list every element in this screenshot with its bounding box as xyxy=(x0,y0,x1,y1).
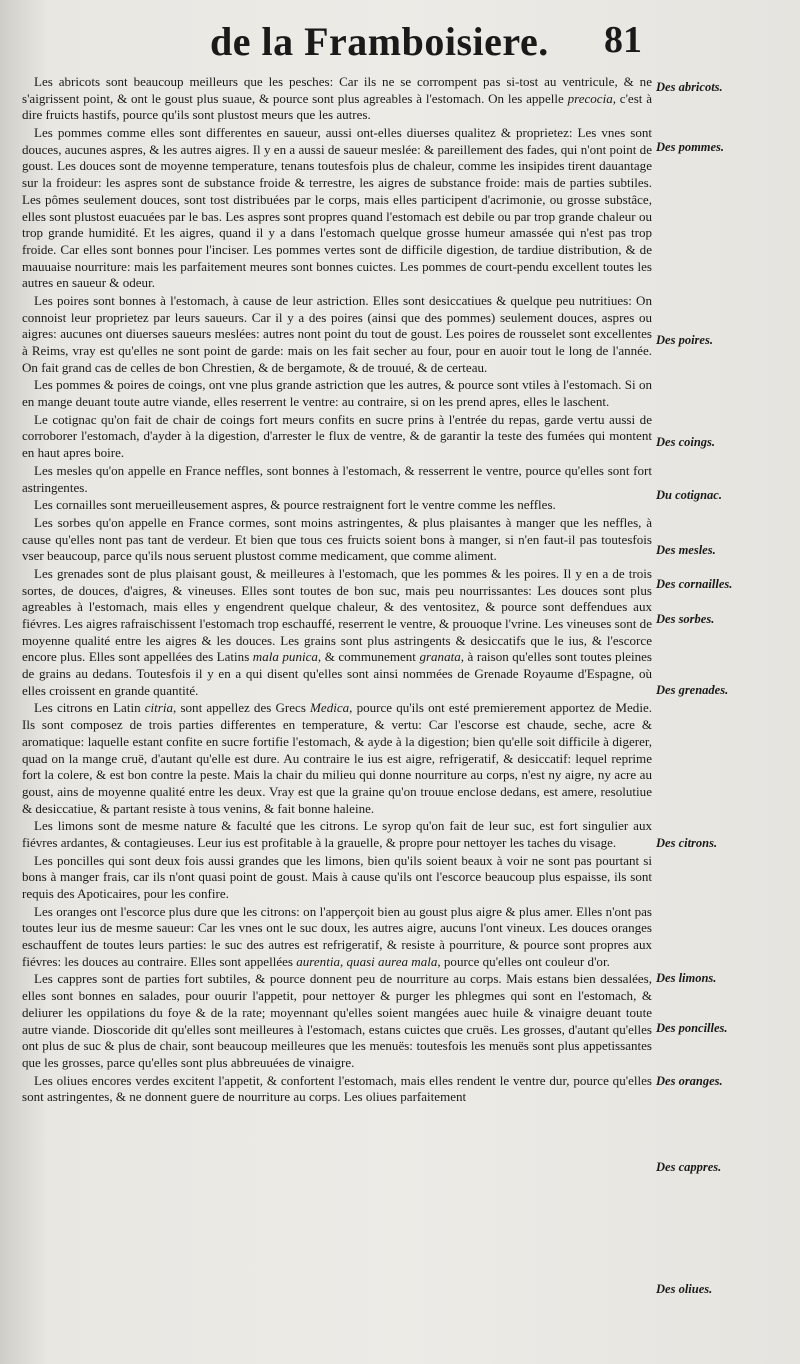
paragraph-citrons: Les citrons en Latin citria, sont appellez des Grecs Medica, pource qu'ils ont esté premierement apportez de Medie. Ils sont composez de trois parties differentes en temperature, & vertu: Car l'escorse est chaude, seche, acre & aromatique: laquelle estant confite en sucre fortifie l'estomach, & ayde à la digestion; bien qu'elle soit difficile à digerer, quad on la mange cruë, d'autant qu'elle est dure. Au contraire le ius est aigre, refrigeratif, & desiccatif: lequel reprime fort la colere, & est bon contre la peste. Mais la chair du milieu qui donne nourriture au corps, n'est ny aigre, ny acre au goust, ains de moyenne qualité entre les deux. Vray est que la graine qu'on trouue enclose dedans, est amere, resolutiue & desiccatiue, & partant resiste à tous venins, & fait bonne haleine. xyxy=(22,700,652,816)
paragraph-cornailles: Les cornailles sont merueilleusement aspres, & pource restraignent fort le ventre comme les neffles. xyxy=(34,497,556,513)
margin-note-limons: Des limons. xyxy=(656,971,717,985)
paragraph-pommes: Les pommes comme elles sont differentes en saueur, aussi ont-elles diuerses qualitez & proprietez: Les vnes sont douces, aucunes aspres, & les autres aigres. Il y en a aussi de saueur meslée: & pareillement des fades, qui n'ont point de goust. Les douces sont de moyenne temperature, tenans toutesfois plus de chaleur, comme les insipides tirent dauantage sur la froideur: les aspres sont de substance froide & terrestre, les aigres de substance froide: mais de parties subtiles. Les pômes seulement douces, sont tost distribuées par le corps, mais elles participent d'acrimonie, ou grosse substâce, elles sont plustost euacuées par le bas. Les aspres sont propres quand l'estomach est debile ou par trop grande chaleur ou trop grande humidité. Et les aigres, quand il y a dans l'estomach quelque grosse humeur amassée qui n'est pas trop froide. Car elles sont bonnes pour l'inciser. Les pommes vertes sont de difficile digestion, de tardiue distribution, & de mauuaise nourriture: mais les parfaitement meures sont bonnes cuictes. Les pommes de court-pendu excellent toutes les autres en saueur & odeur. xyxy=(22,125,652,291)
margin-note-oliues: Des oliues. xyxy=(656,1282,713,1296)
paragraph-limons: Les limons sont de mesme nature & faculté que les citrons. Le syrop qu'on fait de leur suc, est fort singulier aux fiévres ardantes, & contagieuses. Leur ius est profitable à la grauelle, & propre pour nettoyer les taches du visage. xyxy=(22,818,652,850)
paragraph-coings: Les pommes & poires de coings, ont vne plus grande astriction que les autres, & pource sont vtiles à l'estomach. Si on en mange deuant toute autre viande, elles reserrent le ventre: au contraire, si on les prend apres, elles le laschent. xyxy=(22,377,652,410)
paragraph-poires: Les poires sont bonnes à l'estomach, à cause de leur astriction. Elles sont desiccatiues & quelque peu nutritiues: On connoist leur proprietez par leurs saueurs. Car il y a des poires (ainsi que des pommes) seulement douces, aspres ou aigres: aucunes ont diuerses saueurs meslées: autres nont point du tout de goust. Les poires de rousselet sont excellentes à Reims, vray est qu'elles ne sont point de garde: mais on les fait secher au four, pour en auoir tout le long de l'année. On fait grand cas de celles de bon Chrestien, & de bergamote, & de trouué, & de certeau. xyxy=(22,292,652,375)
paragraph-sorbes: Les sorbes qu'on appelle en France cormes, sont moins astringentes, & plus plaisantes à manger que les neffles, à cause qu'elles nont pas tant de verdeur. Et bien que tous ces fruicts soient bons à manger, si n'en faut-il pas toutesfois vser beaucoup, parce qu'ils nous seruent plustost comme medicament, que comme aliment. xyxy=(22,514,652,564)
margin-note-grenades: Des grenades. xyxy=(656,683,729,697)
margin-note-cotignac: Du cotignac. xyxy=(656,488,722,502)
paragraph-abricots: Les abricots sont beaucoup meilleurs que les pesches: Car ils ne se corrompent pas si-tost au ventricule, & ne s'aigrissent point, & ont le goust plus suaue, & pource sont plus agreables à l'estomach. On les appelle precocia, c'est à dire fruicts hastifs, pource qu'ils sont plustost meurs que les autres. xyxy=(22,74,652,123)
margin-note-oranges: Des oranges. xyxy=(656,1074,723,1088)
page-number: 81 xyxy=(604,19,642,61)
margin-note-citrons: Des citrons. xyxy=(656,836,718,850)
paragraph-cotignac: Le cotignac qu'on fait de chair de coings fort meurs confits en sucre prins à l'entrée du repas, garde vertu aussi de corroborer l'estomach, d'ayder à la digestion, d'arrester le flux de ventre, & de garantir la teste des fumées qui montent en haut apres boire. xyxy=(22,411,652,461)
margin-note-mesles: Des mesles. xyxy=(656,543,716,557)
margin-note-abricots: Des abricots. xyxy=(656,80,723,94)
margin-note-poires: Des poires. xyxy=(656,333,713,347)
margin-note-cappres: Des cappres. xyxy=(656,1160,722,1174)
margin-note-sorbes: Des sorbes. xyxy=(656,612,715,626)
margin-note-cornailles: Des cornailles. xyxy=(656,577,733,591)
paragraph-grenades: Les grenades sont de plus plaisant goust, & meilleures à l'estomach, que les pommes & les poires. Il y en a de trois sortes, de douces, d'aigres, & vineuses. Elles sont toutes de bon suc, mais peu nourrissantes: Les douces sont plus agreables à l'estomach, mais elles y engendrent quelque chaleur, & des ventositez, & pource sont deffendues aux fiévres. Les aigres rafraischissent l'estomach trop eschauffé, reserrent le ventre, & prouoque l'vrine. Les vineuses sont de moyenne qualité entre les aigres & les douces. Les grains sont plus astringents & desiccatifs que le ius, & l'escorce encore plus. Elles sont appellées des Latins mala punica, & communement granata, à raison qu'elles sont toutes pleines de grains au dedans. Toutesfois il y en a qui disent qu'elles sont ainsi nommées de Grenade Royaume d'Espagne, où elles croissent en grande quantité. xyxy=(22,565,652,698)
body-text xyxy=(22,74,652,1107)
margin-note-coings: Des coings. xyxy=(656,435,716,449)
margin-note-poncilles: Des poncilles. xyxy=(656,1021,728,1035)
margin-note-pommes: Des pommes. xyxy=(656,140,725,154)
running-title: de la Framboisiere. xyxy=(210,19,549,64)
paragraph-mesles: Les mesles qu'on appelle en France neffles, sont bonnes à l'estomach, & resserrent le ventre, pource qu'elles sont fort astringentes. xyxy=(22,462,652,495)
paragraph-oranges: Les oranges ont l'escorce plus dure que les citrons: on l'apperçoit bien au goust plus aigre & plus amer. Elles n'ont pas toutes leur ius de mesme saueur: Car les vnes ont le suc doux, les autres aigre, aucuns l'ont vineux. Les douces oranges eschauffent de toutes leurs parties: le suc des autres est refrigeratif, & resiste à pourriture, & pource sont propres aux fiévres: les douces au contraire. Elles sont appellées aurentia, quasi aurea mala, pource qu'elles ont couleur d'or. xyxy=(22,903,652,969)
paragraph-poncilles: Les poncilles qui sont deux fois aussi grandes que les limons, bien qu'ils soient beaux à voir ne sont pas pourtant si bons à manger frais, car ils n'ont quasi point de goust. Mais à cause qu'ils ont l'escorce beaucoup plus espaisse, ils sont requis des Apoticaires, pour les confire. xyxy=(22,852,652,901)
paragraph-oliues: Les oliues encores verdes excitent l'appetit, & confortent l'estomach, mais elles rendent le ventre dur, pource qu'elles sont astringentes, & ne donnent guere de nourriture au corps. Les oliues parfaitement xyxy=(22,1072,652,1105)
paragraph-cappres: Les cappres sont de parties fort subtiles, & pource donnent peu de nourriture au corps. Mais estans bien dessalées, elles sont bonnes en salades, pour ouurir l'appetit, pour nettoyer & purger les phlegmes qui sont en l'estomach, & deliurer les oppilations du foye & de la rate; moyennant qu'elles soient mangées auec huile & vinaigre deuant toute autre viande. Dioscoride dit qu'elles sont meilleures à l'estomach, estans cuictes que cruës. Les grosses, d'autant qu'elles ont plus de suc & plus de chair, sont beaucoup meilleures que les menuës: toutesfois les menuës sont plus appetissantes que les grosses, parce qu'elles sont plus abbreuuées de vinaigre. xyxy=(22,971,652,1070)
page-header xyxy=(0,12,800,72)
